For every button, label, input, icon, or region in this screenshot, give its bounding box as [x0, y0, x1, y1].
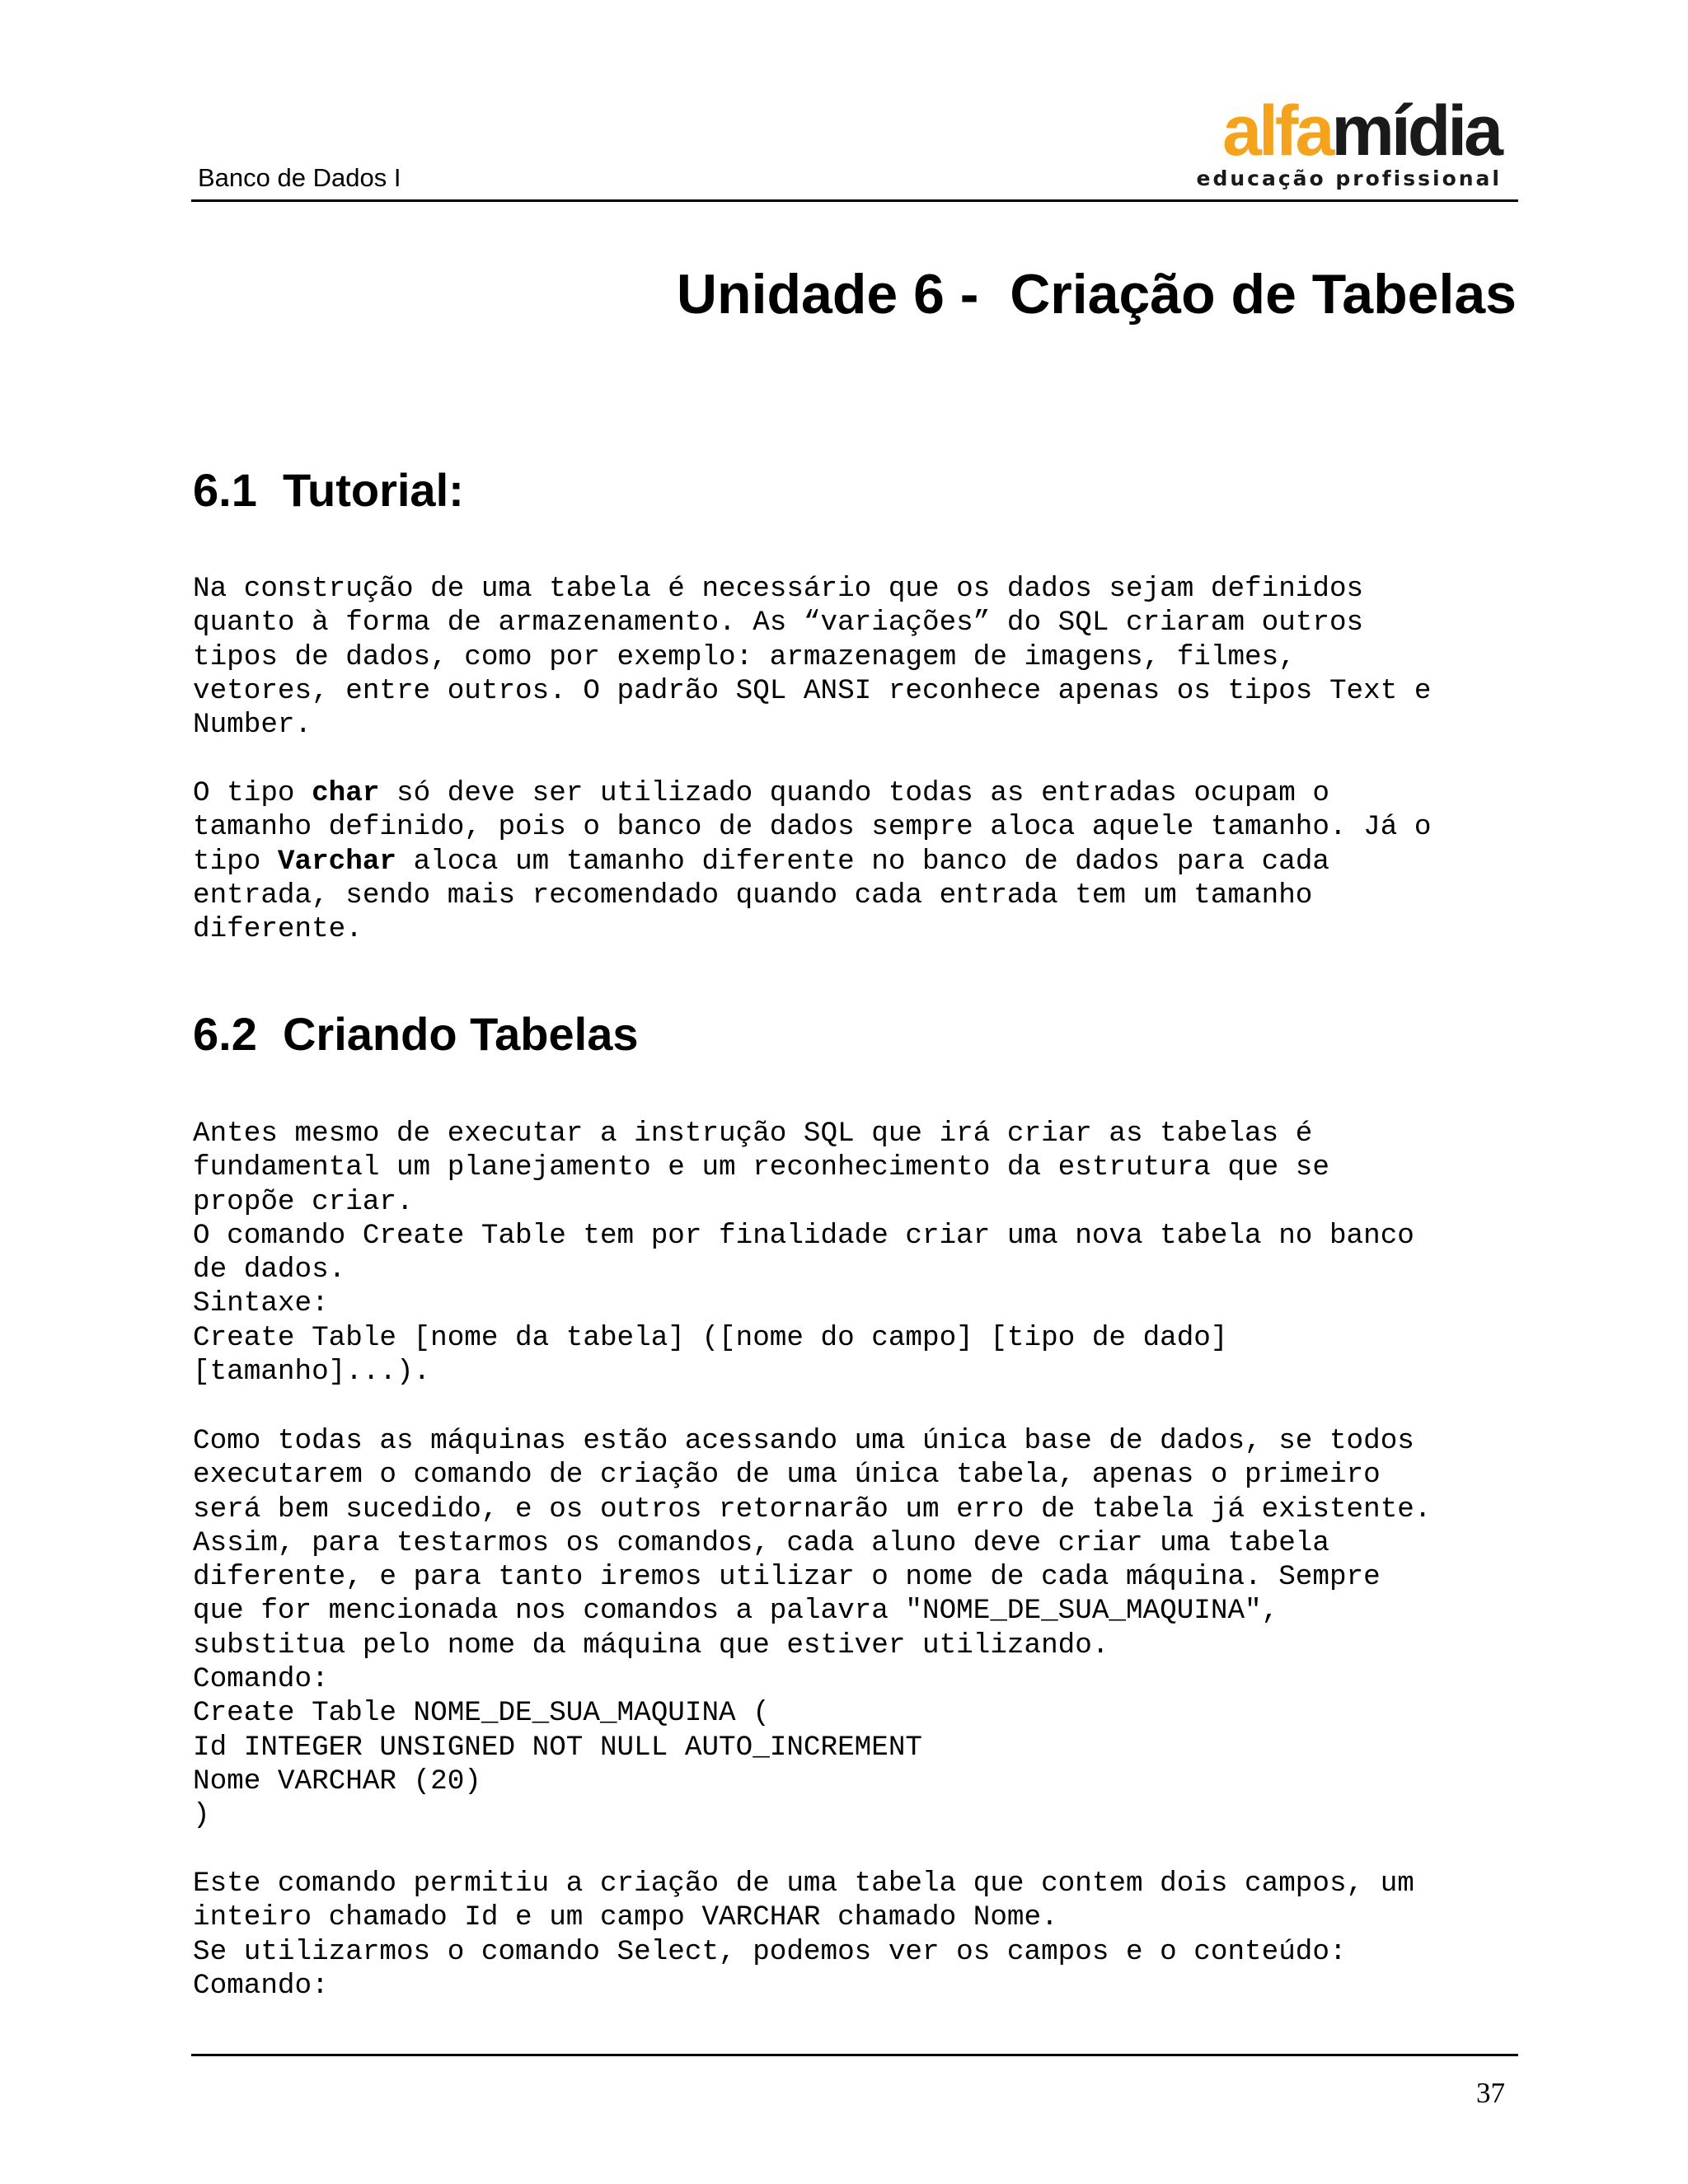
footer-divider — [191, 2054, 1518, 2056]
header-title: Banco de Dados I — [198, 163, 401, 192]
code-line: Id INTEGER UNSIGNED NOT NULL AUTO_INCREMENT — [193, 1731, 923, 1764]
logo-part-midia: mídia — [1331, 91, 1500, 171]
keyword-varchar: Varchar — [277, 845, 396, 878]
text-line: Antes mesmo de executar a instrução SQL que irá criar as tabelas é — [193, 1118, 1313, 1150]
text-line: Comando: — [193, 1663, 329, 1696]
text-line: entrada, sendo mais recomendado quando cada entrada tem um tamanho — [193, 879, 1313, 912]
text-line: Number. — [193, 709, 312, 742]
text-line — [193, 845, 1528, 879]
text-line: substitua pelo nome da máquina que estiver utilizando. — [193, 1629, 1109, 1661]
section-heading-tutorial: 6.1 Tutorial: — [193, 464, 464, 516]
text-line: Assim, para testarmos os comandos, cada aluno deve criar uma tabela — [193, 1526, 1329, 1559]
code-line: Create Table NOME_DE_SUA_MAQUINA ( — [193, 1697, 770, 1730]
text-line: Sintaxe: — [193, 1287, 329, 1320]
section-heading-criando-tabelas: 6.2 Criando Tabelas — [193, 1008, 639, 1060]
text-line: Como todas as máquinas estão acessando uma única base de dados, se todos — [193, 1425, 1414, 1457]
text-line: vetores, entre outros. O padrão SQL ANSI reconhece apenas os tipos Text e — [193, 674, 1432, 707]
text-run: tipo — [193, 845, 278, 878]
code-line: Nome VARCHAR (20) — [193, 1765, 481, 1797]
text-line: inteiro chamado Id e um campo VARCHAR chamado Nome. — [193, 1901, 1058, 1934]
text-line: propõe criar. — [193, 1185, 414, 1218]
text-line: Create Table [nome da tabela] ([nome do campo] [tipo de dado] — [193, 1321, 1228, 1354]
text-line: Se utilizarmos o comando Select, podemos ver os campos e o conteúdo: — [193, 1935, 1347, 1968]
text-run: O tipo — [193, 777, 312, 809]
tutorial-paragraph-2 — [193, 776, 1528, 946]
text-line: tipos de dados, como por exemplo: armazenagem de imagens, filmes, — [193, 640, 1296, 673]
page-header — [191, 91, 1518, 202]
criando-block-1 — [193, 1117, 1528, 1389]
tutorial-paragraph-1 — [193, 572, 1528, 742]
logo-wordmark — [1222, 91, 1500, 171]
text-line: executarem o comando de criação de uma única tabela, apenas o primeiro — [193, 1459, 1381, 1492]
page-number: 37 — [1476, 2077, 1505, 2109]
text-line: Na construção de uma tabela é necessário que os dados sejam definidos — [193, 573, 1364, 605]
text-line: O comando Create Table tem por finalidade criar uma nova tabela no banco — [193, 1219, 1414, 1252]
code-line: ) — [193, 1799, 210, 1832]
text-run: aloca um tamanho diferente no banco de dados para cada — [396, 845, 1329, 878]
text-line: será bem sucedido, e os outros retornarão um erro de tabela já existente. — [193, 1493, 1432, 1526]
text-line — [193, 776, 1528, 810]
text-line: tamanho definido, pois o banco de dados sempre aloca aquele tamanho. Já o — [193, 811, 1432, 844]
unit-title: Unidade 6 - Criação de Tabelas — [676, 263, 1517, 326]
text-line: quanto à forma de armazenamento. As “variações” do SQL criaram outros — [193, 607, 1364, 640]
keyword-char: char — [312, 777, 380, 809]
criando-block-3 — [193, 1867, 1528, 2003]
text-line: [tamanho]...). — [193, 1356, 431, 1389]
text-line: que for mencionada nos comandos a palavra "NOME_DE_SUA_MAQUINA", — [193, 1595, 1279, 1628]
alfamidia-logo — [1187, 91, 1508, 190]
text-line: fundamental um planejamento e um reconhecimento da estrutura que se — [193, 1151, 1329, 1184]
text-line: de dados. — [193, 1254, 346, 1286]
text-line: Comando: — [193, 1969, 329, 2002]
text-line: diferente, e para tanto iremos utilizar o nome de cada máquina. Sempre — [193, 1561, 1381, 1594]
text-line: Este comando permitiu a criação de uma tabela que contem dois campos, um — [193, 1868, 1414, 1900]
logo-tagline: educação profissional — [1196, 166, 1502, 190]
text-run: só deve ser utilizado quando todas as entradas ocupam o — [379, 777, 1329, 809]
criando-block-2 — [193, 1424, 1528, 1833]
logo-part-alfa: alfa — [1222, 91, 1332, 171]
text-line: diferente. — [193, 913, 363, 946]
